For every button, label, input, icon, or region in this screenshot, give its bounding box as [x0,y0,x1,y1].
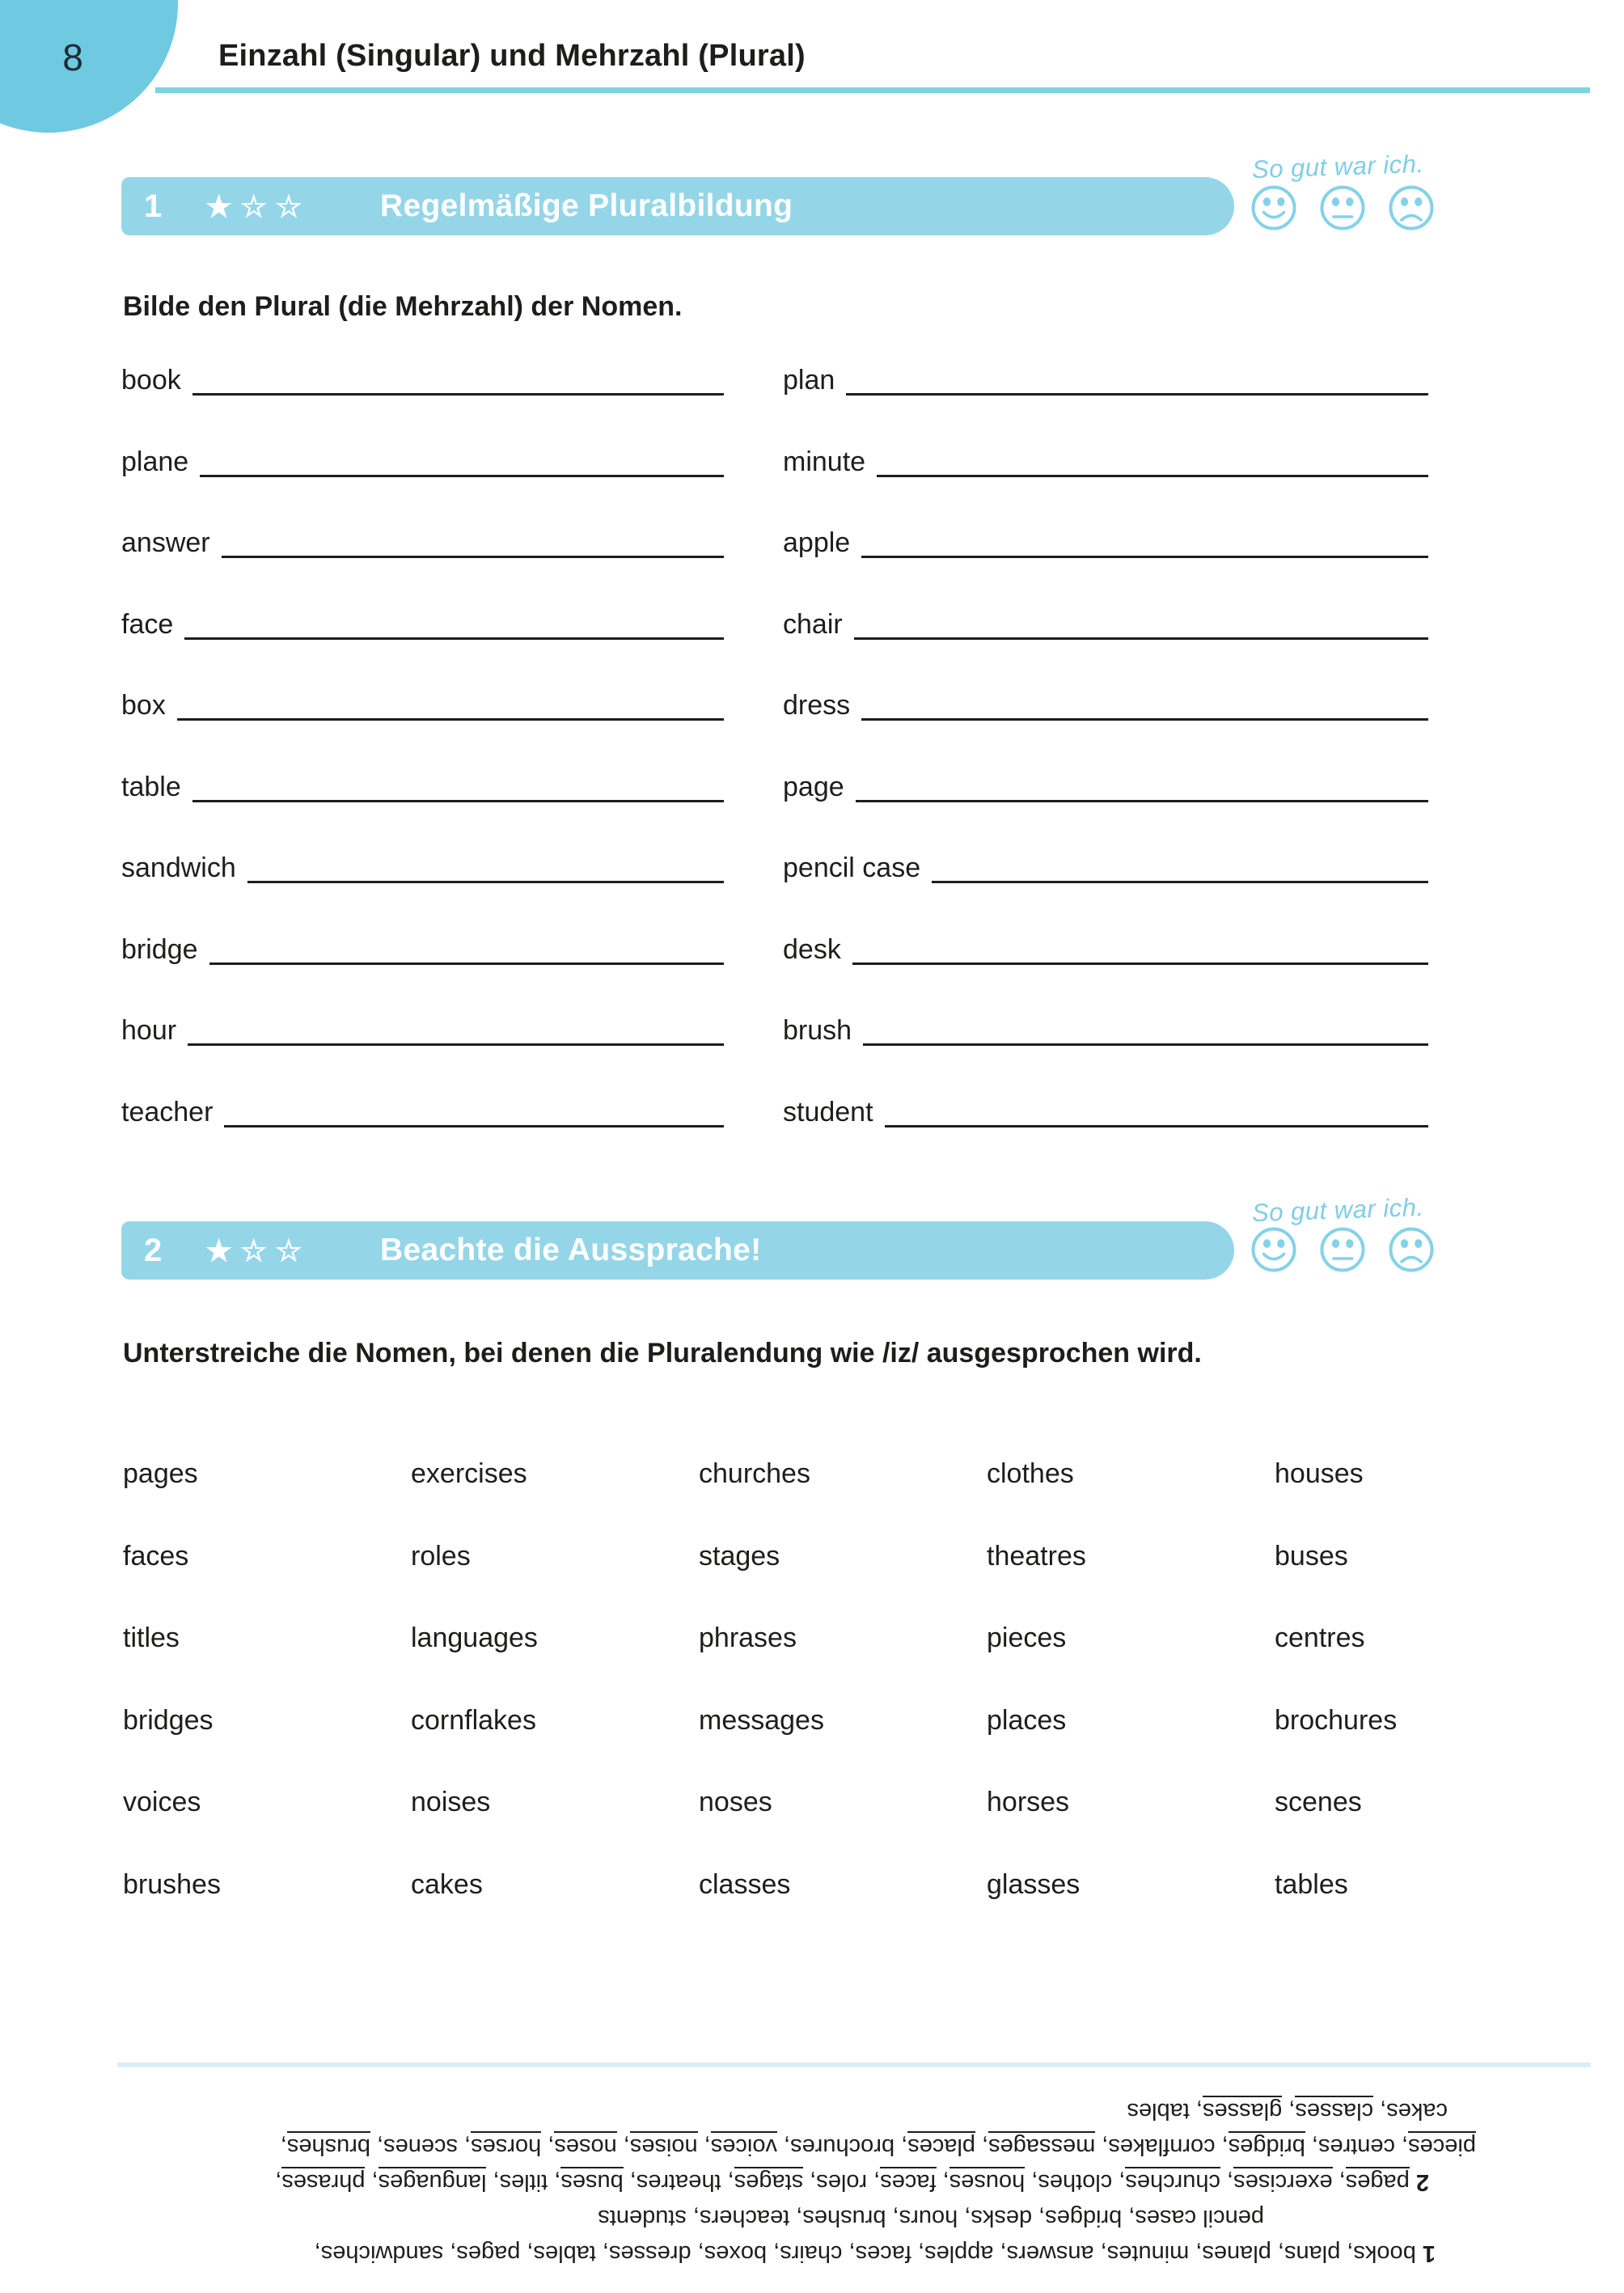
self-check-smileys [1250,1226,1435,1273]
answer-blank[interactable] [192,800,724,802]
plural-word[interactable]: places [987,1704,1067,1736]
answer-key-line: cakes, classes, glasses, tables [37,2093,1448,2129]
plural-word[interactable]: clothes [987,1458,1074,1489]
word-label: desk [783,933,841,965]
word-label: pencil case [783,852,921,884]
self-check-label: So gut war ich. [1251,1192,1425,1228]
plural-word[interactable]: glasses [987,1868,1081,1900]
plural-word[interactable]: exercises [411,1458,527,1489]
section-2-banner [121,1221,1234,1280]
answer-blank[interactable] [877,475,1428,477]
fill-row [121,765,1428,847]
answer-blank[interactable] [861,718,1428,721]
word-label: dress [783,690,851,721]
answer-blank[interactable] [932,881,1428,883]
section-title: Beachte die Aussprache! [380,1233,762,1267]
answer-key [37,2093,1586,2271]
answer-blank[interactable] [885,1125,1428,1127]
word-label: teacher [121,1096,214,1127]
answer-blank[interactable] [177,718,724,721]
plural-word[interactable]: pieces [987,1622,1067,1653]
plural-word[interactable]: languages [411,1622,538,1653]
fill-row [121,440,1428,522]
plural-word[interactable]: buses [1275,1540,1348,1572]
exercise-1-fill-list [121,358,1428,1171]
exercise-2-instruction: Unterstreiche die Nomen, bei denen die Pluralendung wie /iz/ ausgesprochen wird. [123,1338,1202,1369]
plural-word[interactable]: classes [699,1868,791,1900]
plural-word[interactable]: brushes [123,1868,221,1900]
difficulty-stars-icon: ★☆☆ [205,189,311,223]
word-label: bridge [121,933,198,965]
answer-key-line: 2 pages, exercises, churches, clothes, houses, faces, roles, stages, theatres, buses, titles, languages, phrases, [37,2164,1429,2200]
exercise-1-instruction: Bilde den Plural (die Mehrzahl) der Nomen. [123,291,683,322]
plural-word[interactable]: tables [1275,1868,1348,1900]
answer-blank[interactable] [854,637,1428,640]
plural-word[interactable]: theatres [987,1540,1086,1572]
plural-word[interactable]: horses [987,1787,1070,1817]
fill-row [121,603,1428,684]
plural-word[interactable]: centres [1275,1622,1365,1653]
word-label: plan [783,365,835,396]
answer-blank[interactable] [224,1125,724,1127]
word-label: table [121,771,181,802]
self-check-label: So gut war ich. [1251,149,1425,184]
fill-row [121,846,1428,928]
plural-word[interactable]: stages [699,1540,780,1572]
section-1-banner [121,177,1234,235]
word-label: plane [121,446,189,477]
fill-row [121,521,1428,603]
plural-word[interactable]: messages [699,1704,824,1736]
header-rule [155,87,1590,93]
fill-row [121,1090,1428,1172]
section-number: 2 [144,1232,163,1268]
exercise-2-word-grid [123,1457,1563,1950]
plural-word[interactable]: bridges [123,1704,214,1736]
word-label: hour [121,1015,177,1047]
word-label: answer [121,527,210,559]
plural-word[interactable]: titles [123,1622,180,1653]
word-label: box [121,690,166,721]
page-number: 8 [62,36,83,78]
answer-blank[interactable] [846,393,1428,396]
answer-key-line: pieces, centres, bridges, cornflakes, messages, places, brochures, voices, noises, noses, horses, scenes, brushes, [37,2129,1476,2164]
answer-blank[interactable] [247,881,724,883]
smiley-sad-icon[interactable] [1388,1226,1435,1273]
section-title: Regelmäßige Pluralbildung [380,188,793,223]
word-label: minute [783,446,866,477]
plural-word[interactable]: noises [411,1787,491,1817]
plural-word[interactable]: noses [699,1787,772,1817]
answer-key-line: 1 books, plans, planes, minutes, answers, apples, faces, chairs, boxes, dresses, tables, pages, sandwiches, [314,2240,1436,2266]
answer-blank[interactable] [861,556,1428,558]
self-check-smileys [1250,184,1435,231]
fill-row [121,1009,1428,1090]
answer-blank[interactable] [200,475,724,477]
plural-word[interactable]: cakes [411,1868,483,1900]
plural-word[interactable]: brochures [1275,1704,1398,1736]
word-label: page [783,771,844,802]
footer-divider [117,2062,1591,2067]
fill-row [121,683,1428,765]
page-title: Einzahl (Singular) und Mehrzahl (Plural) [218,39,806,73]
word-label: face [121,608,174,640]
plural-word[interactable]: pages [123,1458,198,1489]
answer-blank[interactable] [188,1043,724,1046]
answer-blank[interactable] [222,556,724,558]
word-label: brush [783,1015,852,1047]
plural-word[interactable]: scenes [1275,1787,1362,1817]
smiley-sad-icon[interactable] [1388,184,1435,231]
word-label: book [121,365,181,396]
answer-blank[interactable] [192,393,724,396]
section-number: 1 [144,188,163,224]
fill-row [121,928,1428,1009]
answer-blank[interactable] [856,800,1428,802]
word-label: chair [783,608,843,640]
difficulty-stars-icon: ★☆☆ [205,1233,311,1267]
smiley-neutral-icon[interactable] [1319,1226,1366,1273]
answer-blank[interactable] [184,637,724,640]
smiley-happy-icon[interactable] [1250,184,1297,231]
plural-word[interactable]: roles [411,1540,471,1572]
answer-blank[interactable] [863,1043,1428,1046]
answer-blank[interactable] [852,962,1428,965]
smiley-happy-icon[interactable] [1250,1226,1297,1273]
plural-word[interactable]: churches [699,1458,810,1489]
plural-word[interactable]: faces [123,1540,189,1572]
plural-word[interactable]: houses [1275,1458,1364,1489]
plural-word[interactable]: phrases [699,1622,797,1653]
answer-blank[interactable] [209,962,724,965]
word-label: student [783,1096,873,1127]
plural-word[interactable]: voices [123,1787,201,1817]
answer-key-line: pencil cases, bridges, desks, hours, brushes, teachers, students [598,2205,1264,2231]
word-label: apple [783,527,851,559]
smiley-neutral-icon[interactable] [1319,184,1366,231]
plural-word[interactable]: cornflakes [411,1704,536,1736]
word-label: sandwich [121,852,236,884]
fill-row [121,358,1428,440]
